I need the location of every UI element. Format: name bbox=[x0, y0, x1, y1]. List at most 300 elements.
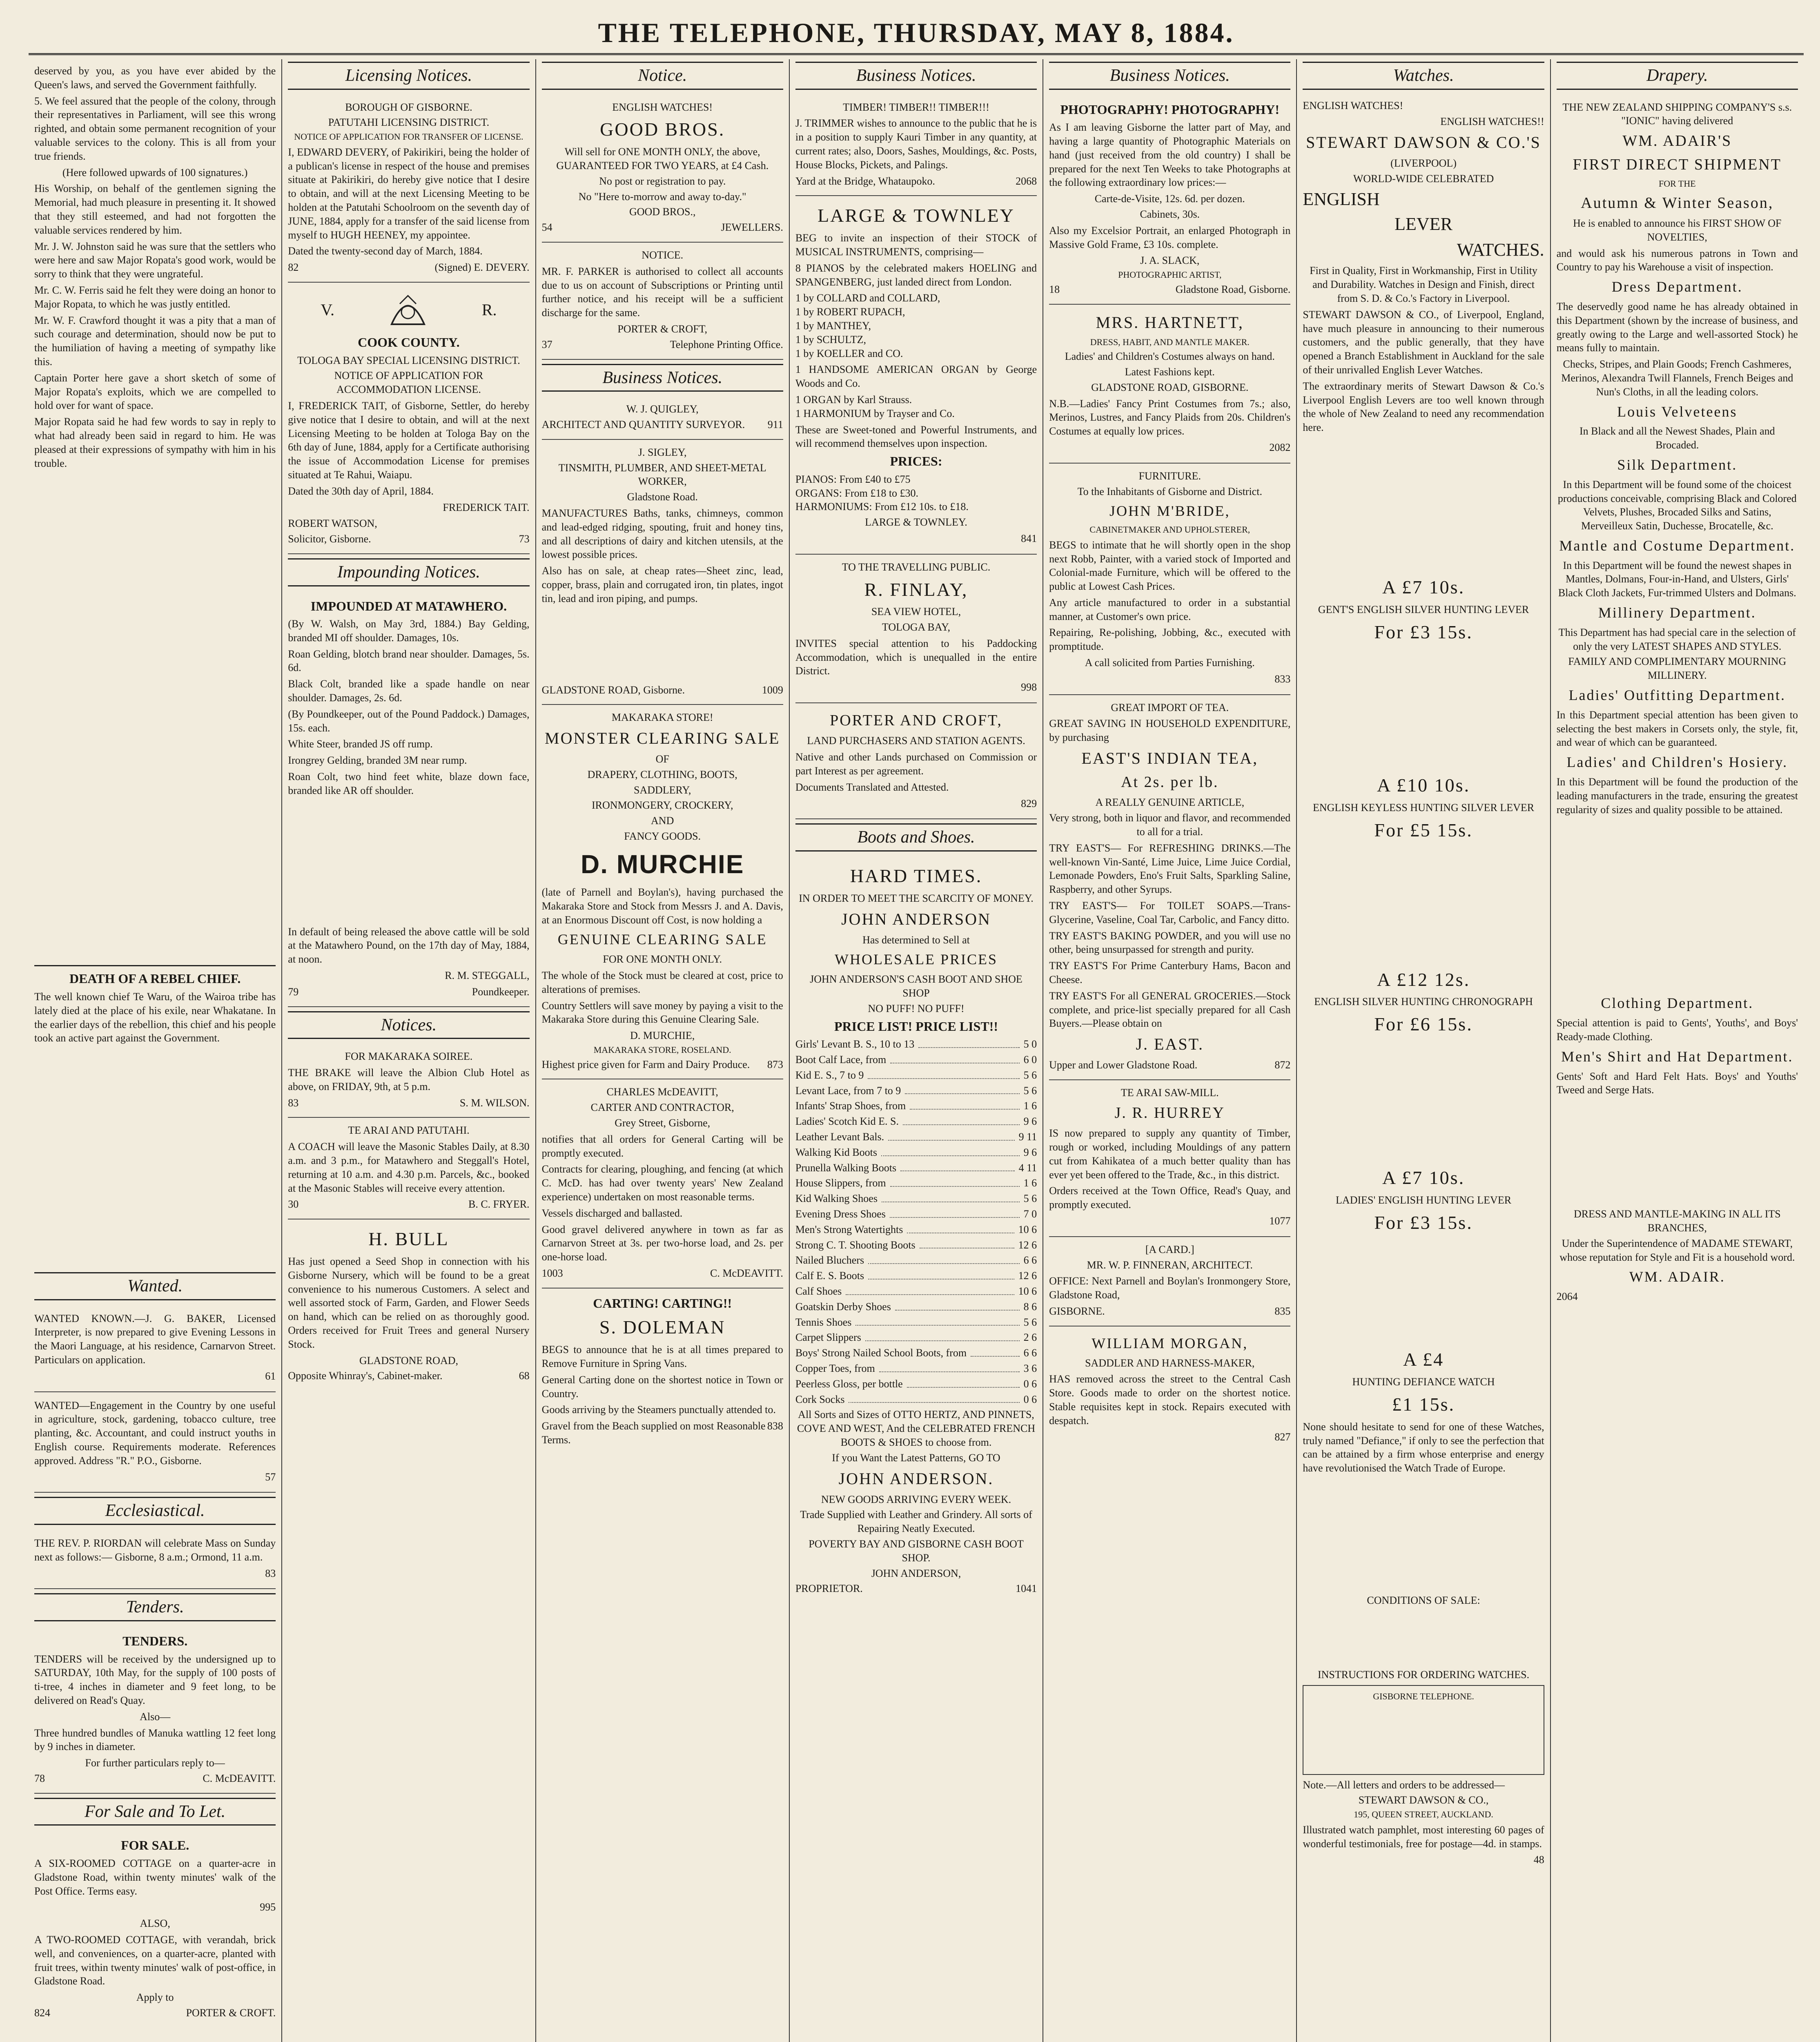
dot-leader bbox=[905, 1084, 1019, 1095]
price-heading: A £12 12s. bbox=[1377, 969, 1470, 990]
price-value: 9 6 bbox=[1023, 1115, 1037, 1128]
ad-text: ENGLISH SILVER HUNTING CHRONOGRAPH bbox=[1314, 996, 1533, 1008]
ad-number: 73 bbox=[519, 533, 530, 545]
ad-heading: ENGLISH bbox=[1303, 189, 1380, 209]
department-heading: Mantle and Costume Department. bbox=[1559, 537, 1795, 554]
ad-text: (By W. Walsh, on May 3rd, 1884.) Bay Gelding, branded MI off shoulder. Damages, 10s. bbox=[288, 618, 530, 644]
ad-signature: PHOTOGRAPHIC ARTIST, bbox=[1118, 270, 1222, 280]
section-drapery: Drapery. bbox=[1557, 62, 1798, 90]
price-heading: For £6 15s. bbox=[1374, 1014, 1473, 1035]
price-value: 5 0 bbox=[1023, 1038, 1037, 1050]
ad-number: 838 bbox=[767, 1420, 783, 1432]
ad-hurrey bbox=[1049, 1080, 1290, 1237]
column-1 bbox=[29, 59, 282, 2042]
price-row bbox=[795, 1084, 1037, 1098]
ad-signature: (Signed) E. DEVERY. bbox=[434, 261, 530, 274]
ad-number: 873 bbox=[767, 1058, 783, 1070]
ad-text: AND bbox=[651, 815, 674, 827]
dot-leader bbox=[890, 1176, 1020, 1187]
ad-text: TRY EAST'S BAKING POWDER, and you will use no other, being unsurpassed for strength and purity. bbox=[1049, 930, 1291, 956]
ad-parker bbox=[542, 243, 783, 360]
ad-text: Three hundred bundles of Manuka wattling 12 feet long by 9 inches in diameter. bbox=[34, 1727, 276, 1753]
ad-makaraka bbox=[542, 705, 783, 1079]
ad-continuation bbox=[1303, 647, 1544, 770]
ad-continuation bbox=[1303, 846, 1544, 964]
ad-number: 30 bbox=[288, 1198, 299, 1210]
price-item: Cork Socks bbox=[795, 1393, 845, 1405]
ad-text: BEG to invite an inspection of their STOCK of MUSICAL INSTRUMENTS, comprising— bbox=[795, 232, 1037, 258]
ad-text: PIANOS: From £40 to £75 bbox=[795, 473, 911, 485]
ad-number: 1077 bbox=[1269, 1215, 1291, 1227]
department-heading: Clothing Department. bbox=[1601, 995, 1754, 1012]
ad-number: 1041 bbox=[1016, 1583, 1037, 1595]
price-row bbox=[795, 1115, 1037, 1128]
article-paragraph: Mr. W. F. Crawford thought it was a pity that a man of such courage and determination, should now be put to the humiliation of having a meeting of sympathy like this. bbox=[34, 314, 276, 368]
ad-text: DRESS, HABIT, AND MANTLE MAKER. bbox=[1090, 337, 1250, 347]
dot-leader bbox=[849, 1393, 1019, 1403]
ad-number: 2082 bbox=[1269, 441, 1291, 453]
article-paragraph: Captain Porter here gave a short sketch of some of Major Ropata's exploits, which we are compelled to hold over for want of space. bbox=[34, 372, 276, 412]
ad-heading: ENGLISH WATCHES!! bbox=[1440, 116, 1544, 128]
price-value: 6 0 bbox=[1023, 1054, 1037, 1066]
ad-text: MR. F. PARKER is authorised to collect all accounts due to us on account of Subscriptions or Printing until further notice, and his receipt will be a sufficient discharge for the same. bbox=[541, 265, 783, 319]
ad-text: Contracts for clearing, ploughing, and fencing (at which C. McD. has had over twenty years' New Zealand experience) undertaken on most reasonable terms. bbox=[541, 1163, 783, 1203]
ad-text: LAND PURCHASERS AND STATION AGENTS. bbox=[807, 735, 1025, 747]
order-form-box bbox=[1303, 1685, 1544, 1775]
ad-text: POVERTY BAY AND GISBORNE CASH BOOT SHOP. bbox=[809, 1538, 1024, 1564]
price-item: Carpet Slippers bbox=[795, 1331, 861, 1344]
ad-text: The deservedly good name he has already obtained in this Department (shown by the increase of business, and greatly owing to the Large and well-assorted Stock) he means fully to maintain. bbox=[1556, 300, 1798, 354]
ad-heading: PRICES: bbox=[890, 454, 942, 469]
ad-number: 1009 bbox=[762, 684, 783, 696]
royal-v: V. bbox=[321, 300, 335, 319]
dot-leader bbox=[895, 1300, 1020, 1311]
ad-text: IS now prepared to supply any quantity of Timber, rough or worked, including Mouldings of any pattern cut from Kahikatea of a much better quality than has ever yet been offered to the Trade, &c., in this district. bbox=[1049, 1127, 1291, 1181]
ad-heading: HARD TIMES. bbox=[850, 865, 982, 887]
article-continuation bbox=[34, 1048, 276, 1268]
ad-text: ENGLISH KEYLESS HUNTING SILVER LEVER bbox=[1312, 802, 1535, 814]
ad-heading: PRICE LIST! PRICE LIST!! bbox=[834, 1019, 998, 1034]
ad-number: 827 bbox=[1274, 1431, 1291, 1443]
department-heading: Dress Department. bbox=[1611, 279, 1743, 295]
price-heading: For £5 15s. bbox=[1374, 819, 1473, 840]
ad-heading: FOR MAKARAKA SOIREE. bbox=[345, 1050, 473, 1063]
ad-text: THE NEW ZEALAND SHIPPING COMPANY'S s.s. "IONIC" having delivered bbox=[1562, 101, 1792, 127]
ad-text: Black Colt, branded like a spade handle on near shoulder. Damages, 2s. 6d. bbox=[288, 678, 530, 704]
ad-signature: PORTER & CROFT. bbox=[186, 2006, 276, 2019]
price-heading: A £4 bbox=[1403, 1349, 1444, 1370]
ad-heading: J. SIGLEY, bbox=[638, 446, 687, 458]
dot-leader bbox=[882, 1192, 1020, 1202]
ad-heading: TE ARAI AND PATUTAHI. bbox=[348, 1124, 470, 1137]
ad-text: Trade Supplied with Leather and Grindery. All sorts of Repairing Neatly Executed. bbox=[800, 1509, 1032, 1535]
ad-text: Ladies' and Children's Costumes always on hand. bbox=[1065, 350, 1275, 363]
ad-text: Highest price given for Farm and Dairy Produce. bbox=[541, 1058, 750, 1070]
ad-text: Native and other Lands purchased on Commission or part Interest as per agreement. bbox=[795, 751, 1037, 777]
ad-heading: DRESS AND MANTLE-MAKING IN ALL ITS BRANCHES, bbox=[1573, 1208, 1781, 1234]
ad-text: J. TRIMMER wishes to announce to the public that he is in a position to supply Kauri Timber in any quantity, at current rates; also, Doors, Sashes, Mouldings, &c. Posts, House Blocks, Pickets, and Palings. bbox=[795, 117, 1037, 171]
ad-heading: FURNITURE. bbox=[1138, 470, 1201, 482]
ad-text: In Black and all the Newest Shades, Plain and Brocaded. bbox=[1579, 425, 1775, 451]
ad-impounded bbox=[288, 591, 529, 1007]
price-row bbox=[795, 1393, 1037, 1407]
ad-east bbox=[1049, 695, 1290, 1080]
article-paragraph: Mr. C. W. Ferris said he felt they were doing an honor to Major Ropata, to which he was justly entitled. bbox=[34, 284, 276, 310]
ad-text: SEA VIEW HOTEL, bbox=[871, 606, 961, 618]
price-item: Nailed Bluchers bbox=[795, 1254, 864, 1266]
ad-text: SADDLER AND HARNESS-MAKER, bbox=[1085, 1357, 1255, 1369]
ad-continuation bbox=[1303, 437, 1544, 572]
ad-continuation bbox=[542, 608, 783, 682]
price-item: Prunella Walking Boots bbox=[795, 1161, 897, 1174]
ad-heading: NOTICE OF APPLICATION FOR ACCOMMODATION LICENSE. bbox=[334, 370, 483, 396]
ad-heading: LEVER bbox=[1395, 214, 1452, 234]
ad-signature: FREDERICK TAIT. bbox=[443, 501, 530, 513]
price-list bbox=[795, 1037, 1037, 1406]
dot-leader bbox=[903, 1115, 1020, 1125]
ad-heading: WILLIAM MORGAN, bbox=[1092, 1335, 1248, 1351]
ad-text: WANTED KNOWN.—J. G. BAKER, Licensed Interpreter, is now prepared to give Evening Lessons in the Maori Language, at his residence, Carnarvon Street. Particulars on application. bbox=[34, 1312, 276, 1366]
ad-heading: TO THE TRAVELLING PUBLIC. bbox=[842, 561, 991, 573]
price-item: Boys' Strong Nailed School Boots, from bbox=[795, 1347, 967, 1359]
ad-mcdeavitt bbox=[542, 1079, 783, 1288]
ad-text: Has just opened a Seed Shop in connection with his Gisborne Nursery, which will be found to be a great convenience to his numerous Customers. A select and well assorted stock of Farm, Garden, and Flower Seeds on hand, which can be relied on as thoroughly good. Orders received for Fruit Trees and general Nursery Stock. bbox=[288, 1255, 530, 1350]
column-4 bbox=[790, 59, 1043, 2042]
ad-for-sale bbox=[34, 1830, 276, 2027]
ad-text: BEGS to intimate that he will shortly open in the shop next Robb, Painter, with a varied stock of Imported and Colonial-made Furniture, which will be offered to the public at Lowest Cash Prices. bbox=[1049, 539, 1291, 593]
ad-text: 1 HANDSOME AMERICAN ORGAN by George Woods and Co. bbox=[795, 363, 1037, 390]
ad-text: All Sorts and Sizes of OTTO HERTZ, AND PINNETS, COVE AND WEST, And the CELEBRATED FRENCH BOOTS & SHOES to choose from. bbox=[797, 1409, 1036, 1448]
ad-text: OFFICE: Next Parnell and Boylan's Ironmongery Store, Gladstone Road, bbox=[1049, 1275, 1291, 1301]
ad-text: GISBORNE. bbox=[1049, 1305, 1105, 1317]
section-tenders: Tenders. bbox=[34, 1593, 276, 1621]
ad-text: NEW GOODS ARRIVING EVERY WEEK. bbox=[821, 1493, 1011, 1505]
ad-heading: CARTING! CARTING!! bbox=[593, 1295, 732, 1311]
price-row bbox=[795, 1346, 1037, 1360]
ad-text: GREAT SAVING IN HOUSEHOLD EXPENDITURE, by purchasing bbox=[1049, 718, 1291, 744]
ad-signature: C. McDEAVITT. bbox=[710, 1267, 783, 1279]
ad-text: Repairing, Re-polishing, Jobbing, &c., executed with promptitude. bbox=[1049, 626, 1291, 653]
price-value: 10 6 bbox=[1018, 1223, 1037, 1235]
price-row bbox=[795, 1146, 1037, 1159]
price-row bbox=[795, 1331, 1037, 1344]
price-item: Calf Shoes bbox=[795, 1285, 842, 1297]
ad-text: He is enabled to announce his FIRST SHOW OF NOVELTIES, bbox=[1573, 217, 1782, 243]
ad-signature: PROPRIETOR. bbox=[795, 1583, 863, 1595]
ad-signature: STEWART DAWSON & CO., bbox=[1358, 1794, 1489, 1806]
ad-engagement bbox=[34, 1392, 276, 1493]
price-item: Tennis Shoes bbox=[795, 1316, 852, 1328]
ad-text: None should hesitate to send for one of these Watches, truly named "Defiance," if only to see the perfection that can be attained by a firm whose enterprise and energy have revolutionised the Watch Trade of Europe. bbox=[1303, 1420, 1544, 1474]
ad-text: In this Department will be found some of the choicest productions conceivable, comprising Black and Colored Velvets, Plushes, Brocaded Silks and Satins, Merveilleux Satin, Duchesse, Brocatelle, &c. bbox=[1557, 478, 1797, 532]
ad-text: Carte-de-Visite, 12s. 6d. per dozen. bbox=[1094, 193, 1245, 205]
ad-signature: R. M. STEGGALL, bbox=[445, 970, 530, 982]
ad-text: JOHN ANDERSON'S CASH BOOT AND SHOE SHOP bbox=[810, 973, 1022, 999]
ad-text: Cabinets, 30s. bbox=[1140, 208, 1200, 220]
dot-leader bbox=[910, 1099, 1019, 1110]
ad-continuation bbox=[288, 800, 529, 923]
ad-text: FAMILY AND COMPLIMENTARY MOURNING MILLINERY. bbox=[1568, 655, 1787, 682]
price-item: Kid E. S., 7 to 9 bbox=[795, 1069, 864, 1081]
ad-porter-croft bbox=[795, 703, 1037, 819]
ad-hartnett bbox=[1049, 305, 1290, 464]
ad-number: 911 bbox=[767, 418, 783, 430]
ad-text: Yard at the Bridge, Whataupoko. bbox=[795, 175, 935, 187]
ad-text: Illustrated watch pamphlet, most interesting 60 pages of wonderful testimonials, free for postage—4d. in stamps. bbox=[1303, 1824, 1544, 1850]
ad-signature: B. C. FRYER. bbox=[468, 1198, 530, 1210]
ad-heading: ENGLISH WATCHES! bbox=[1303, 99, 1403, 111]
ad-number: 54 bbox=[541, 221, 552, 234]
ad-riordan bbox=[34, 1530, 276, 1589]
ad-heading: W. J. QUIGLEY, bbox=[626, 403, 699, 415]
ad-text: TRY EAST'S— For TOILET SOAPS.—Trans-Glycerine, Vaseline, Coal Tar, Carbolic, and Fancy ditto. bbox=[1049, 900, 1291, 925]
ad-text: TRY EAST'S— For REFRESHING DRINKS.—The well-known Vin-Santé, Lime Juice, Lime Juice Cordial, Lemonade Powders, Eno's Fruit Salts, Sparkling Saline, Raspberry, and other Syrups. bbox=[1049, 842, 1291, 896]
price-row bbox=[795, 1300, 1037, 1314]
price-value: 1 6 bbox=[1023, 1100, 1037, 1112]
price-item: Leather Levant Bals. bbox=[795, 1131, 884, 1143]
ad-text: First in Quality, First in Workmanship, First in Utility and Durability. Watches in Design and Finish, direct from S. D. & Co.'s Factory in Liverpool. bbox=[1310, 265, 1537, 304]
ad-heading: PORTER AND CROFT, bbox=[830, 712, 1002, 729]
ad-heading: FIRST DIRECT SHIPMENT bbox=[1573, 156, 1782, 173]
ad-text: 8 PIANOS by the celebrated makers HOELING and SPANGENBERG, just landed direct from London. bbox=[795, 262, 1037, 288]
ad-finneran bbox=[1049, 1237, 1290, 1326]
ad-heading: JOHN M'BRIDE, bbox=[1109, 503, 1230, 519]
ad-text: Also— bbox=[140, 1710, 171, 1723]
ad-heading: BOROUGH OF GISBORNE. bbox=[345, 101, 472, 113]
ad-text: Also has on sale, at cheap rates—Sheet zinc, lead, copper, brass, plain and corrugated iron, tin plates, ingot tin, lead and iron piping, and pumps. bbox=[541, 565, 783, 604]
ad-text: 1 by KOELLER and CO. bbox=[795, 347, 903, 359]
ad-morgan bbox=[1049, 1326, 1290, 1452]
ad-continuation bbox=[1303, 1040, 1544, 1162]
ad-text: HUNTING DEFIANCE WATCH bbox=[1352, 1376, 1495, 1388]
ad-text: STEWART DAWSON & CO., of Liverpool, England, have much pleasure in announcing to their numerous customers, and the public generally, that they have opened a Branch Establishment in Auckland for the sale of their unrivalled English Lever Watches. bbox=[1303, 308, 1544, 376]
ad-heading: TOLOGA BAY SPECIAL LICENSING DISTRICT. bbox=[297, 354, 520, 366]
ad-signature: J. EAST. bbox=[1136, 1035, 1204, 1054]
ad-text: LADIES' ENGLISH HUNTING LEVER bbox=[1336, 1194, 1512, 1206]
ad-baker bbox=[34, 1305, 276, 1392]
ad-number: 841 bbox=[1021, 532, 1037, 544]
price-item: Evening Dress Shoes bbox=[795, 1208, 886, 1220]
column-3 bbox=[536, 59, 790, 2042]
ad-text: This Department has had special care in the selection of only the very LATEST SHAPES AND STYLES. bbox=[1558, 626, 1796, 652]
headline-death: DEATH OF A REBEL CHIEF. bbox=[34, 965, 276, 988]
ad-text: GISBORNE TELEPHONE. bbox=[1373, 1691, 1474, 1701]
ad-text: GENT'S ENGLISH SILVER HUNTING LEVER bbox=[1318, 603, 1529, 615]
price-row bbox=[795, 1284, 1037, 1298]
ad-text: Any article manufactured to order in a substantial manner, at Customer's own price. bbox=[1049, 596, 1291, 622]
ad-number: 835 bbox=[1274, 1305, 1291, 1317]
ad-text: Solicitor, Gisborne. bbox=[288, 533, 371, 545]
ad-text: GLADSTONE ROAD, bbox=[359, 1354, 459, 1367]
ad-text: 195, QUEEN STREET, AUCKLAND. bbox=[1354, 1809, 1493, 1820]
ad-text: Gladstone Road, Gisborne. bbox=[1175, 283, 1291, 295]
ad-text: In this Department will be found the production of the leading manufacturers in the trade, ensuring the greatest regularity of sizes and quality possible to be attained. bbox=[1556, 776, 1798, 816]
ad-text: 1 by COLLARD and COLLARD, bbox=[795, 292, 940, 304]
ad-text: No "Here to-morrow and away to-day." bbox=[578, 190, 746, 203]
ad-number: 872 bbox=[1274, 1059, 1291, 1071]
ad-heading: MRS. HARTNETT, bbox=[1096, 313, 1244, 332]
ad-heading: EAST'S INDIAN TEA, bbox=[1081, 749, 1259, 768]
price-row bbox=[795, 1053, 1037, 1067]
ad-text: FANCY GOODS. bbox=[624, 830, 701, 843]
price-heading: A £7 10s. bbox=[1382, 1167, 1465, 1188]
price-value: 9 11 bbox=[1018, 1131, 1037, 1143]
ad-text: Under the Superintendence of MADAME STEWART, whose reputation for Style and Fit is a household word. bbox=[1559, 1237, 1795, 1263]
ad-text: A call solicited from Parties Furnishing. bbox=[1085, 657, 1255, 669]
ad-heading: IMPOUNDED AT MATAWHERO. bbox=[310, 598, 507, 613]
royal-r: R. bbox=[481, 300, 497, 319]
ad-devery-license bbox=[288, 95, 529, 283]
department-heading: Millinery Department. bbox=[1598, 604, 1756, 621]
section-wanted: Wanted. bbox=[34, 1272, 276, 1300]
ad-text: OF bbox=[655, 753, 669, 765]
ad-signature: PORTER & CROFT, bbox=[617, 323, 708, 335]
article-paragraph: 5. We feel assured that the people of the colony, through their representatives in Parliament, will see this wrong righted, and obtain some permanent recognition of your valuable services to the colony. This is all from your true friends. bbox=[34, 95, 276, 162]
price-value: 9 6 bbox=[1023, 1146, 1037, 1158]
ad-number: 18 bbox=[1049, 283, 1060, 295]
ad-text: CARTER AND CONTRACTOR, bbox=[590, 1101, 734, 1114]
price-heading: For £3 15s. bbox=[1374, 1212, 1473, 1233]
section-boots: Boots and Shoes. bbox=[795, 823, 1037, 852]
dot-leader bbox=[918, 1037, 1019, 1048]
price-item: Boot Calf Lace, from bbox=[795, 1054, 887, 1066]
price-row bbox=[795, 1362, 1037, 1375]
ad-text: In this Department will be found the newest shapes in Mantles, Dolmans, Four-in-Hand, and Ulsters, Girls' Black Cloth Jackets, Fur-trimmed Ulsters and Dolmans. bbox=[1558, 559, 1796, 599]
price-value: 12 6 bbox=[1018, 1270, 1037, 1282]
price-row bbox=[795, 1161, 1037, 1175]
price-item: Goatskin Derby Shoes bbox=[795, 1300, 891, 1313]
ad-text: Country Settlers will save money by paying a visit to the Makaraka Store during this Genuine Clearing Sale. bbox=[541, 999, 783, 1025]
dot-leader bbox=[865, 1331, 1020, 1341]
price-item: Ladies' Scotch Kid E. S. bbox=[795, 1115, 899, 1128]
ad-text: If you Want the Latest Patterns, GO TO bbox=[832, 1451, 1000, 1464]
ad-anderson bbox=[795, 856, 1037, 1603]
price-item: Kid Walking Shoes bbox=[795, 1193, 878, 1205]
column-6 bbox=[1297, 59, 1550, 2042]
ad-number: 48 bbox=[1533, 1854, 1544, 1866]
section-business: Business Notices. bbox=[542, 364, 783, 392]
masthead: THE TELEPHONE, THURSDAY, MAY 8, 1884. bbox=[29, 12, 1804, 55]
ad-heading: D. MURCHIE bbox=[580, 849, 744, 879]
ad-heading: COOK COUNTY. bbox=[358, 334, 460, 350]
price-heading: A £7 10s. bbox=[1382, 576, 1465, 597]
ad-signature: C. McDEAVITT. bbox=[203, 1772, 276, 1784]
ad-text: Roan Colt, two hind feet white, blaze down face, branded like AR off shoulder. bbox=[288, 771, 530, 796]
ad-heading: NOTICE OF APPLICATION FOR TRANSFER OF LICENSE. bbox=[294, 132, 524, 142]
section-for-sale: For Sale and To Let. bbox=[34, 1798, 276, 1826]
ad-large-townley bbox=[795, 196, 1037, 554]
ad-mbride bbox=[1049, 464, 1290, 695]
dot-leader bbox=[868, 1068, 1019, 1079]
price-value: 1 6 bbox=[1023, 1177, 1037, 1189]
section-ecclesiastical: Ecclesiastical. bbox=[34, 1497, 276, 1525]
ad-text: In default of being released the above cattle will be sold at the Matawhero Pound, on the 17th day of May, 1884, at noon. bbox=[288, 925, 530, 965]
price-row bbox=[795, 1037, 1037, 1051]
ad-text: 1 HARMONIUM by Trayser and Co. bbox=[795, 407, 955, 419]
ad-text: WORLD-WIDE CELEBRATED bbox=[1353, 172, 1494, 185]
ad-text: To the Inhabitants of Gisborne and District. bbox=[1077, 485, 1262, 497]
article-paragraph: Mr. J. W. Johnston said he was sure that the settlers who were here and saw Major Ropata's good work, would be sorry to think that they were ungrateful. bbox=[34, 240, 276, 280]
ad-text: Grey Street, Gisborne, bbox=[615, 1117, 711, 1129]
article-paragraph: deserved by you, as you have ever abided by the Queen's laws, and served the Government faithfully. bbox=[34, 65, 276, 91]
dot-leader bbox=[868, 1253, 1020, 1264]
article-continuation bbox=[34, 473, 276, 963]
price-item: Strong C. T. Shooting Boots bbox=[795, 1239, 916, 1251]
ad-text: FOR ONE MONTH ONLY. bbox=[603, 953, 722, 965]
ad-text: HARMONIUMS: From £12 10s. to £18. bbox=[795, 501, 969, 513]
article-paragraph: (Here followed upwards of 100 signatures.) bbox=[62, 166, 248, 178]
dot-leader bbox=[888, 1130, 1014, 1141]
columns bbox=[29, 59, 1804, 2042]
ad-text: Very strong, both in liquor and flavor, and recommended to all for a trial. bbox=[1049, 812, 1291, 838]
ad-signature: Telephone Printing Office. bbox=[670, 338, 783, 350]
ad-number: 824 bbox=[34, 2006, 50, 2019]
price-row bbox=[795, 1099, 1037, 1113]
ad-text: DRAPERY, CLOTHING, BOOTS, bbox=[587, 768, 737, 780]
ad-slack bbox=[1049, 95, 1290, 305]
ad-text: ALSO, bbox=[140, 1917, 170, 1930]
price-heading: For £3 15s. bbox=[1374, 621, 1473, 642]
dot-leader bbox=[855, 1315, 1019, 1326]
ad-text: N.B.—Ladies' Fancy Print Costumes from 7s.; also, Merinos, Lustres, and Fancy Plaids from 20s. Children's Costumes at equally low prices. bbox=[1049, 397, 1291, 437]
ad-text: Irongrey Gelding, branded 3M near rump. bbox=[288, 754, 467, 767]
ad-continuation bbox=[1303, 1478, 1544, 1592]
ad-text: Dated the 30th day of April, 1884. bbox=[288, 485, 434, 497]
ad-number: 83 bbox=[265, 1567, 276, 1579]
price-row bbox=[795, 1068, 1037, 1082]
ad-text: Special attention is paid to Gents', Youths', and Boys' Ready-made Clothing. bbox=[1556, 1017, 1798, 1043]
ad-text: Gents' Soft and Hard Felt Hats. Boys' and Youths' Tweed and Serge Hats. bbox=[1556, 1070, 1798, 1096]
ad-text: Gravel from the Beach supplied on most Reasonable Terms. bbox=[541, 1420, 766, 1446]
ad-text: 1 by MANTHEY, bbox=[795, 319, 871, 332]
ad-heading: J. R. HURREY bbox=[1114, 1104, 1225, 1121]
price-row bbox=[795, 1130, 1037, 1144]
ad-number: 37 bbox=[541, 338, 552, 350]
ad-number: 829 bbox=[1021, 797, 1037, 809]
dot-leader bbox=[971, 1346, 1020, 1357]
price-row bbox=[795, 1377, 1037, 1391]
ad-text: 1 by ROBERT RUPACH, bbox=[795, 306, 905, 318]
column-2 bbox=[282, 59, 536, 2042]
dot-leader bbox=[907, 1223, 1014, 1233]
ad-text: (By Poundkeeper, out of the Pound Paddock.) Damages, 15s. each. bbox=[288, 708, 530, 734]
ad-text: Apply to bbox=[136, 1991, 174, 2004]
ad-heading: TIMBER! TIMBER!! TIMBER!!! bbox=[843, 101, 989, 113]
price-row bbox=[795, 1192, 1037, 1206]
ad-text: INVITES special attention to his Paddocking Accommodation, which is unequalled in the entire District. bbox=[795, 637, 1037, 677]
ad-heading: GENUINE CLEARING SALE bbox=[557, 931, 767, 948]
ad-text: The extraordinary merits of Stewart Dawson & Co.'s Liverpool English Levers are too well known through the whole of New Zealand to need any recommendation here. bbox=[1303, 380, 1544, 434]
price-row bbox=[795, 1238, 1037, 1252]
section-watches: Watches. bbox=[1303, 62, 1544, 90]
article-paragraph: His Worship, on behalf of the gentlemen signing the Memorial, had much pleasure in presenting it. It showed that they still esteemed, and had not forgotten the valuable services rendered by him. bbox=[34, 183, 276, 236]
ad-text: Good gravel delivered anywhere in town as far as Carnarvon Street at 3s. per two-horse load, and 2s. per one-horse load. bbox=[541, 1223, 783, 1263]
dot-leader bbox=[881, 1146, 1020, 1156]
ad-sigley bbox=[542, 440, 783, 705]
ad-text: (LIVERPOOL) bbox=[1390, 157, 1457, 169]
ad-text: I, EDWARD DEVERY, of Pakirikiri, being the holder of a publican's license in respect of the house and premises situate at Pakirikiri, do hereby give notice that I desire to obtain, and will at the next Licensing Meeting to be holden at the Patutahi Schoolroom on the seventh day of JUNE, 1884, apply for a transfer of the said license from myself to HUGH HEENEY, my appointee. bbox=[288, 146, 530, 241]
department-heading: Ladies' Outfitting Department. bbox=[1568, 687, 1786, 704]
ad-number: 78 bbox=[34, 1772, 45, 1784]
ad-text: Upper and Lower Gladstone Road. bbox=[1049, 1059, 1198, 1071]
ad-adair bbox=[1557, 95, 1798, 1309]
ad-text: These are Sweet-toned and Powerful Instruments, and will recommend themselves upon inspection. bbox=[795, 424, 1037, 450]
ad-heading: NOTICE. bbox=[642, 249, 684, 261]
ad-text: A SIX-ROOMED COTTAGE on a quarter-acre in Gladstone Road, within twenty minutes' walk of the Post Office. Terms easy. bbox=[34, 1857, 276, 1897]
price-item: Men's Strong Watertights bbox=[795, 1223, 903, 1235]
ad-text: 1 ORGAN by Karl Strauss. bbox=[795, 393, 912, 406]
ad-heading: MONSTER CLEARING SALE bbox=[545, 729, 780, 748]
